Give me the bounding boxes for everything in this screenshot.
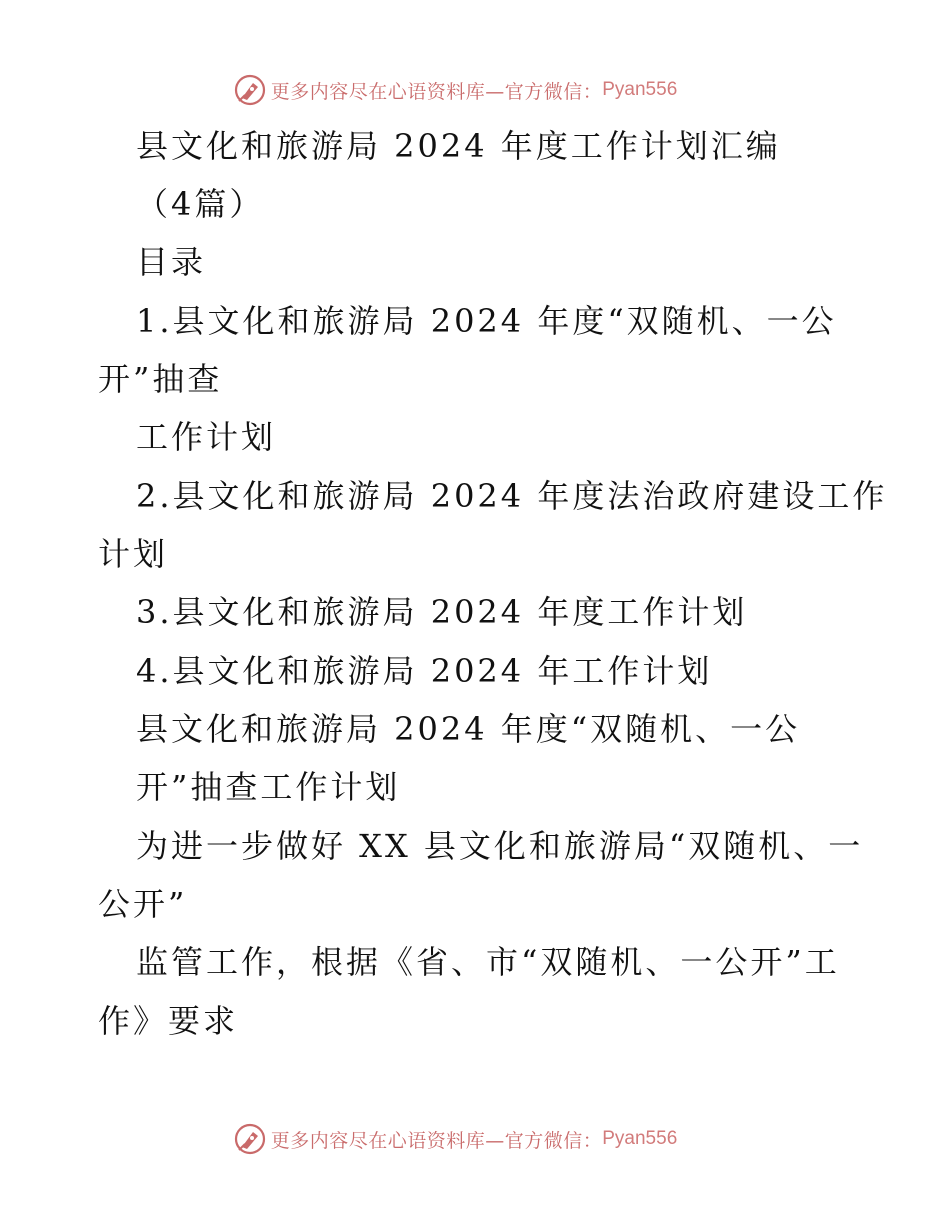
- pen-nib-circle-icon: [233, 1122, 267, 1156]
- paragraph-line-1: 为进一步做好 XX 县文化和旅游局“双随机、一: [136, 827, 864, 865]
- paragraph-line-4: 作》要求: [98, 1002, 239, 1040]
- toc-heading: 目录: [136, 243, 207, 281]
- watermark-text: 更多内容尽在心语资料库—官方微信：: [270, 1129, 603, 1152]
- section-heading-cont: 开”抽查工作计划: [136, 768, 401, 806]
- toc-item-1-cont-2: 工作计划: [136, 418, 277, 456]
- footer-watermark: [0, 1119, 950, 1159]
- toc-item-1-cont: 开”抽查: [98, 360, 223, 398]
- toc-item-4: 4.县文化和旅游局 2024 年工作计划: [136, 652, 713, 690]
- toc-item-3: 3.县文化和旅游局 2024 年度工作计划: [136, 593, 748, 631]
- paragraph-line-3: 监管工作，根据《省、市“双随机、一公开”工: [136, 943, 840, 981]
- watermark-brand: Pyan556: [602, 1128, 678, 1149]
- toc-item-1: 1.县文化和旅游局 2024 年度“双随机、一公: [136, 302, 837, 340]
- toc-item-2: 2.县文化和旅游局 2024 年度法治政府建设工作: [136, 477, 888, 515]
- section-heading: 县文化和旅游局 2024 年度“双随机、一公: [136, 710, 801, 748]
- paragraph-line-2: 公开”: [98, 885, 188, 923]
- watermark-brand: Pyan556: [602, 79, 678, 100]
- doc-title: 县文化和旅游局 2024 年度工作计划汇编: [136, 127, 781, 165]
- doc-subtitle: （4篇）: [136, 185, 265, 223]
- toc-item-2-cont: 计划: [98, 535, 169, 573]
- watermark-text: 更多内容尽在心语资料库—官方微信：: [270, 80, 603, 103]
